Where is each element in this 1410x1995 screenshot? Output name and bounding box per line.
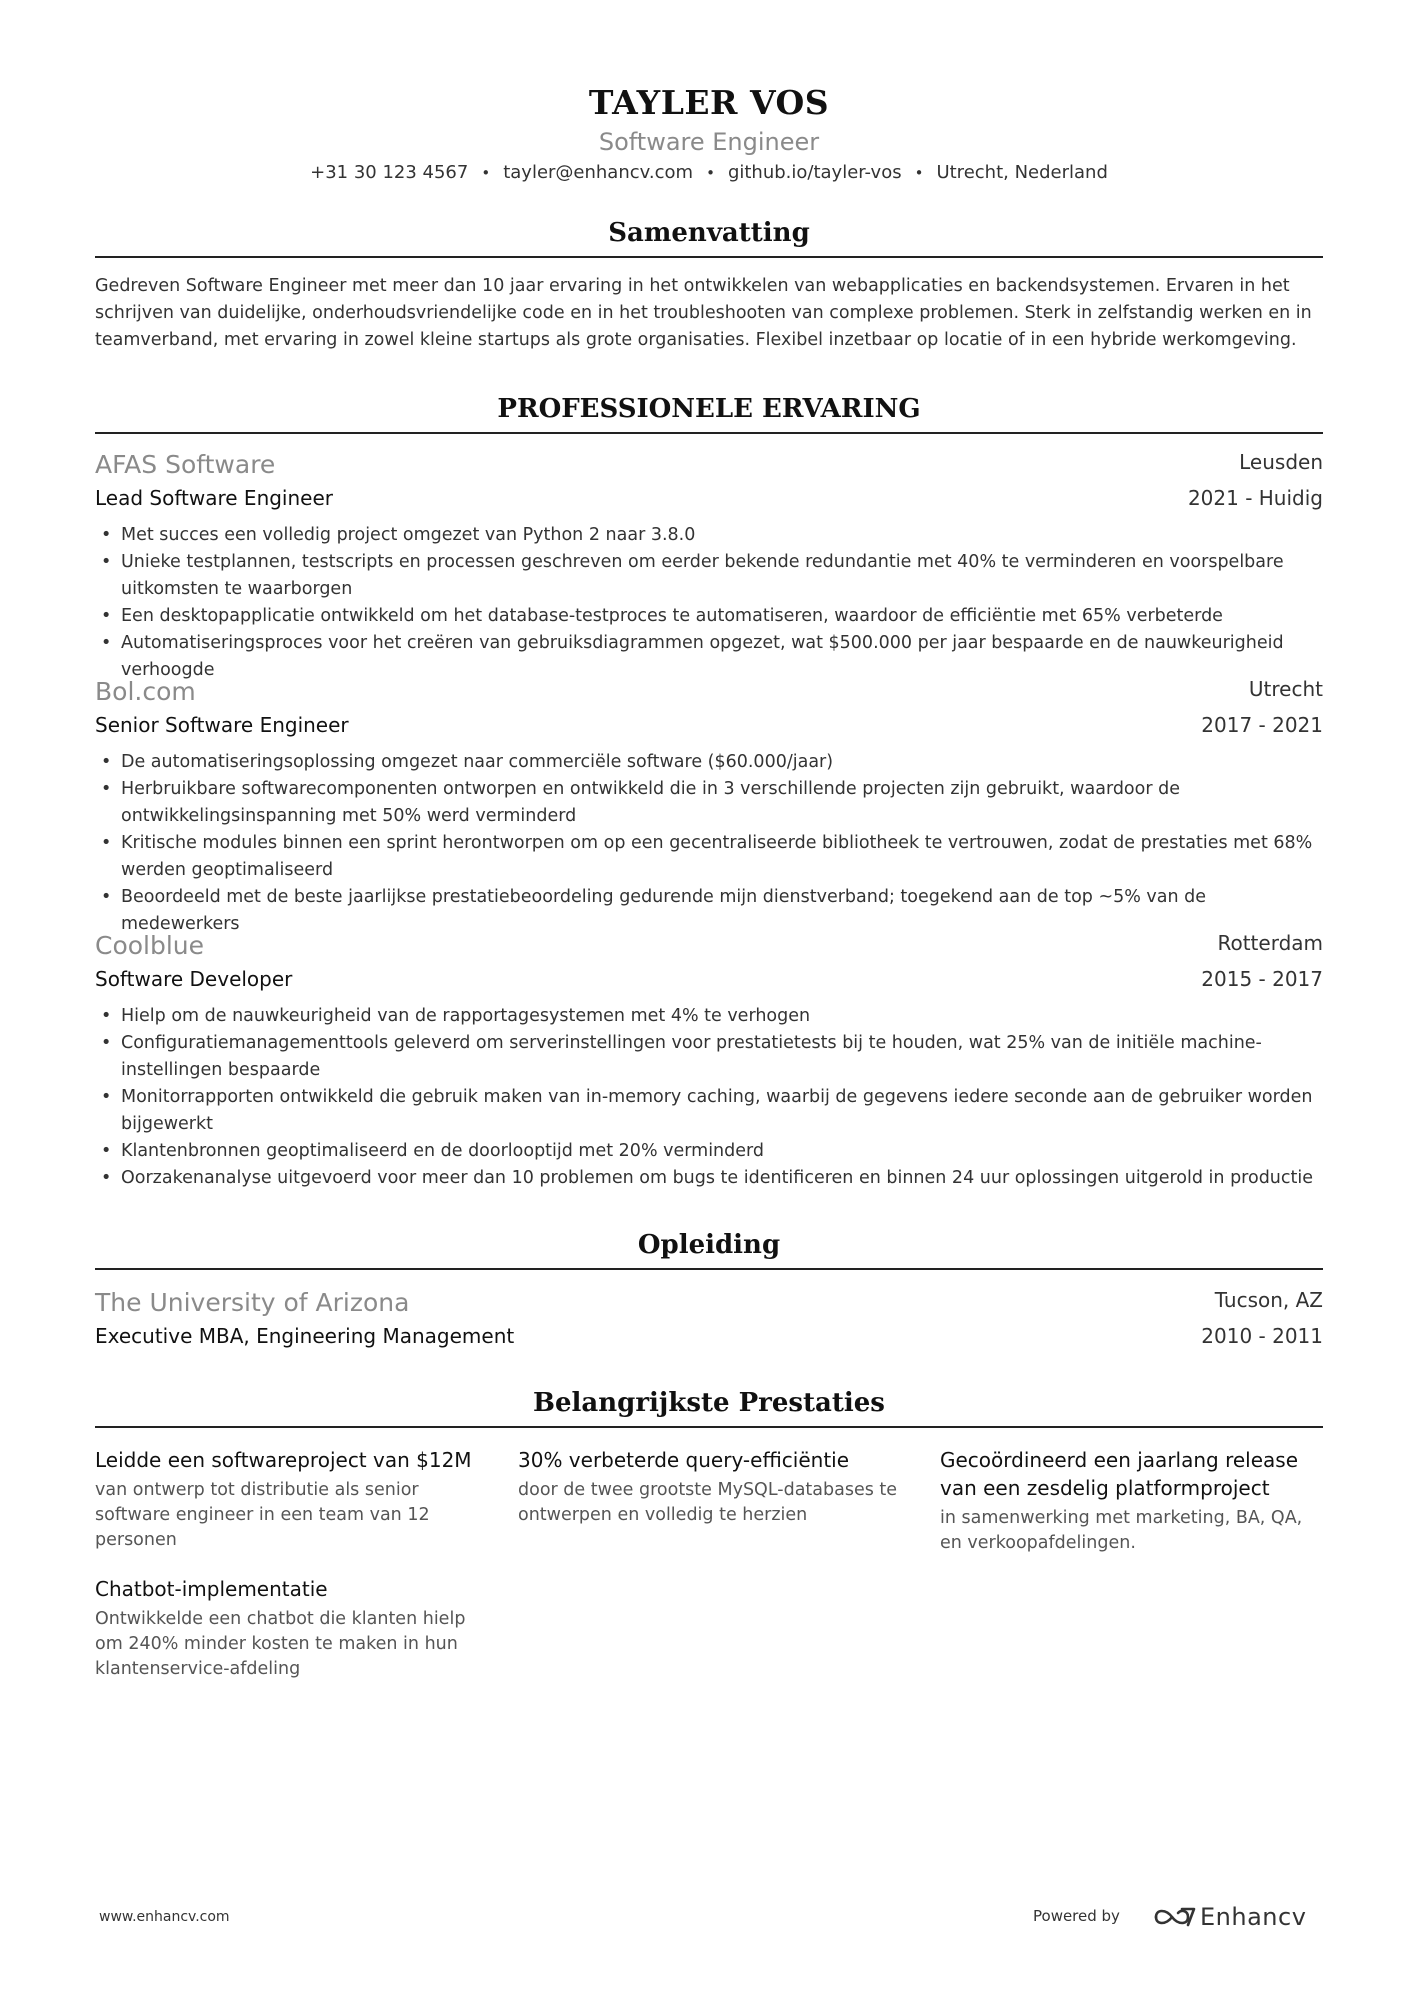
candidate-name: TAYLER VOS xyxy=(588,83,830,122)
bullet-item: • Herbruikbare softwarecomponenten ontworpen en ontwikkeld die in 3 verschillende projecten zijn gebruikt, waardoor de ontwikkelingsinspanning met 50% werd verminderd xyxy=(95,776,1323,830)
education-entry xyxy=(95,1288,1323,1356)
bullet-item: • Met succes een volledig project omgezet van Python 2 naar 3.8.0 xyxy=(95,522,1323,549)
company-name: Coolblue xyxy=(95,931,205,960)
bullet-item: • Monitorrapporten ontwikkeld die gebruik maken van in-memory caching, waarbij de gegevens iedere seconde aan de gebruiker worden bijgewerkt xyxy=(95,1084,1323,1138)
phone-number: +31 30 123 4567 xyxy=(310,162,469,183)
job-bullets xyxy=(95,522,1323,684)
school-location: Tucson, AZ xyxy=(1214,1288,1323,1312)
achievement-desc: van ontwerp tot distributie als senior software engineer in een team van 12 personen xyxy=(95,1480,430,1550)
company-name: AFAS Software xyxy=(95,450,276,479)
job-role: Software Developer xyxy=(95,967,293,991)
job-dates: 2015 - 2017 xyxy=(1201,967,1323,991)
company-name: Bol.com xyxy=(95,677,196,706)
summary-heading: Samenvatting xyxy=(95,218,1323,258)
enhancv-logo-icon xyxy=(1152,1903,1198,1931)
github-link[interactable]: github.io/tayler-vos xyxy=(727,162,902,183)
bullet-item: • Automatiseringsproces voor het creëren van gebruiksdiagrammen opgezet, wat $500.000 per jaar bespaarde en de nauwkeurigheid verhoogde xyxy=(95,630,1323,684)
job-dates: 2017 - 2021 xyxy=(1201,713,1323,737)
job-role: Senior Software Engineer xyxy=(95,713,349,737)
achievement-item xyxy=(940,1446,1323,1556)
separator-dot: • xyxy=(706,164,715,182)
bullet-item: • Unieke testplannen, testscripts en processen geschreven om eerder bekende redundantie met 40% te verminderen en voorspelbare uitkomsten te waarborgen xyxy=(95,549,1323,603)
bullet-item: • De automatiseringsoplossing omgezet naar commerciële software ($60.000/jaar) xyxy=(95,749,1323,776)
achievement-item xyxy=(95,1575,485,1682)
job-entry xyxy=(95,677,1323,938)
candidate-title: Software Engineer xyxy=(598,128,820,156)
achievement-item xyxy=(518,1446,908,1528)
job-entry xyxy=(95,931,1323,1192)
bullet-item: • Klantenbronnen geoptimaliseerd en de doorlooptijd met 20% verminderd xyxy=(95,1138,1323,1165)
email-link[interactable]: tayler@enhancv.com xyxy=(503,162,694,183)
footer-url-link[interactable]: www.enhancv.com xyxy=(99,1909,230,1925)
achievements-heading: Belangrijkste Prestaties xyxy=(95,1388,1323,1428)
achievement-title: Leidde een softwareproject van $12M xyxy=(95,1448,472,1472)
achievement-title: Gecoördineerd een jaarlang release van een zesdelig platformproject xyxy=(940,1448,1299,1500)
bullet-item: • Een desktopapplicatie ontwikkeld om het database-testproces te automatiseren, waardoor de efficiëntie met 65% verbeterde xyxy=(95,603,1323,630)
job-dates: 2021 - Huidig xyxy=(1187,486,1323,510)
summary-text: Gedreven Software Engineer met meer dan 10 jaar ervaring in het ontwikkelen van webapplicaties en backendsystemen. Ervaren in het schrijven van duidelijke, onderhoudsvriendelijke code en in het troubleshooten van complexe problemen. Sterk in zelfstandig werken en in teamverband, met ervaring in zowel kleine startups als grote organisaties. Flexibel inzetbaar op locatie of in een hybride werkomgeving. xyxy=(95,276,1312,350)
enhancv-logo[interactable] xyxy=(1152,1895,1312,1939)
job-location: Rotterdam xyxy=(1217,931,1323,955)
job-bullets xyxy=(95,1003,1323,1192)
achievement-item xyxy=(95,1446,485,1553)
job-location: Utrecht xyxy=(1248,677,1323,701)
job-entry xyxy=(95,450,1323,684)
location-text: Utrecht, Nederland xyxy=(936,162,1108,183)
job-location: Leusden xyxy=(1239,450,1323,474)
education-dates: 2010 - 2011 xyxy=(1201,1324,1323,1348)
school-name: The University of Arizona xyxy=(95,1288,410,1317)
achievement-title: 30% verbeterde query-efficiëntie xyxy=(518,1448,850,1472)
achievement-desc: door de twee grootste MySQL-databases te ontwerpen en volledig te herzien xyxy=(518,1480,898,1525)
contact-line xyxy=(95,162,1323,183)
education-heading: Opleiding xyxy=(95,1230,1323,1270)
achievement-desc: Ontwikkelde een chatbot die klanten hielp om 240% minder kosten te maken in hun klantenservice-afdeling xyxy=(95,1609,466,1679)
bullet-item: • Configuratiemanagementtools geleverd om serverinstellingen voor prestatietests bij te houden, wat 25% van de initiële machine-instellingen bespaarde xyxy=(95,1030,1323,1084)
bullet-item: • Oorzakenanalyse uitgevoerd voor meer dan 10 problemen om bugs te identificeren en binnen 24 uur oplossingen uitgerold in productie xyxy=(95,1165,1323,1192)
bullet-item: • Hielp om de nauwkeurigheid van de rapportagesystemen met 4% te verhogen xyxy=(95,1003,1323,1030)
job-role: Lead Software Engineer xyxy=(95,486,333,510)
degree-name: Executive MBA, Engineering Management xyxy=(95,1324,515,1348)
separator-dot: • xyxy=(914,164,924,182)
enhancv-brand-text: Enhancv xyxy=(1200,1903,1307,1931)
experience-heading: PROFESSIONELE ERVARING xyxy=(95,394,1323,434)
bullet-item: • Kritische modules binnen een sprint herontworpen om op een gecentraliseerde bibliotheek te vertrouwen, zodat de prestaties met 68% werden geoptimaliseerd xyxy=(95,830,1323,884)
achievement-title: Chatbot-implementatie xyxy=(95,1577,328,1601)
job-bullets xyxy=(95,749,1323,938)
separator-dot: • xyxy=(481,164,491,182)
achievement-desc: in samenwerking met marketing, BA, QA, en verkoopafdelingen. xyxy=(940,1508,1303,1553)
powered-by-label: Powered by xyxy=(1033,1907,1120,1925)
bullet-item: • Beoordeeld met de beste jaarlijkse prestatiebeoordeling gedurende mijn dienstverband; toegekend aan de top ~5% van de medewerkers xyxy=(95,884,1323,938)
